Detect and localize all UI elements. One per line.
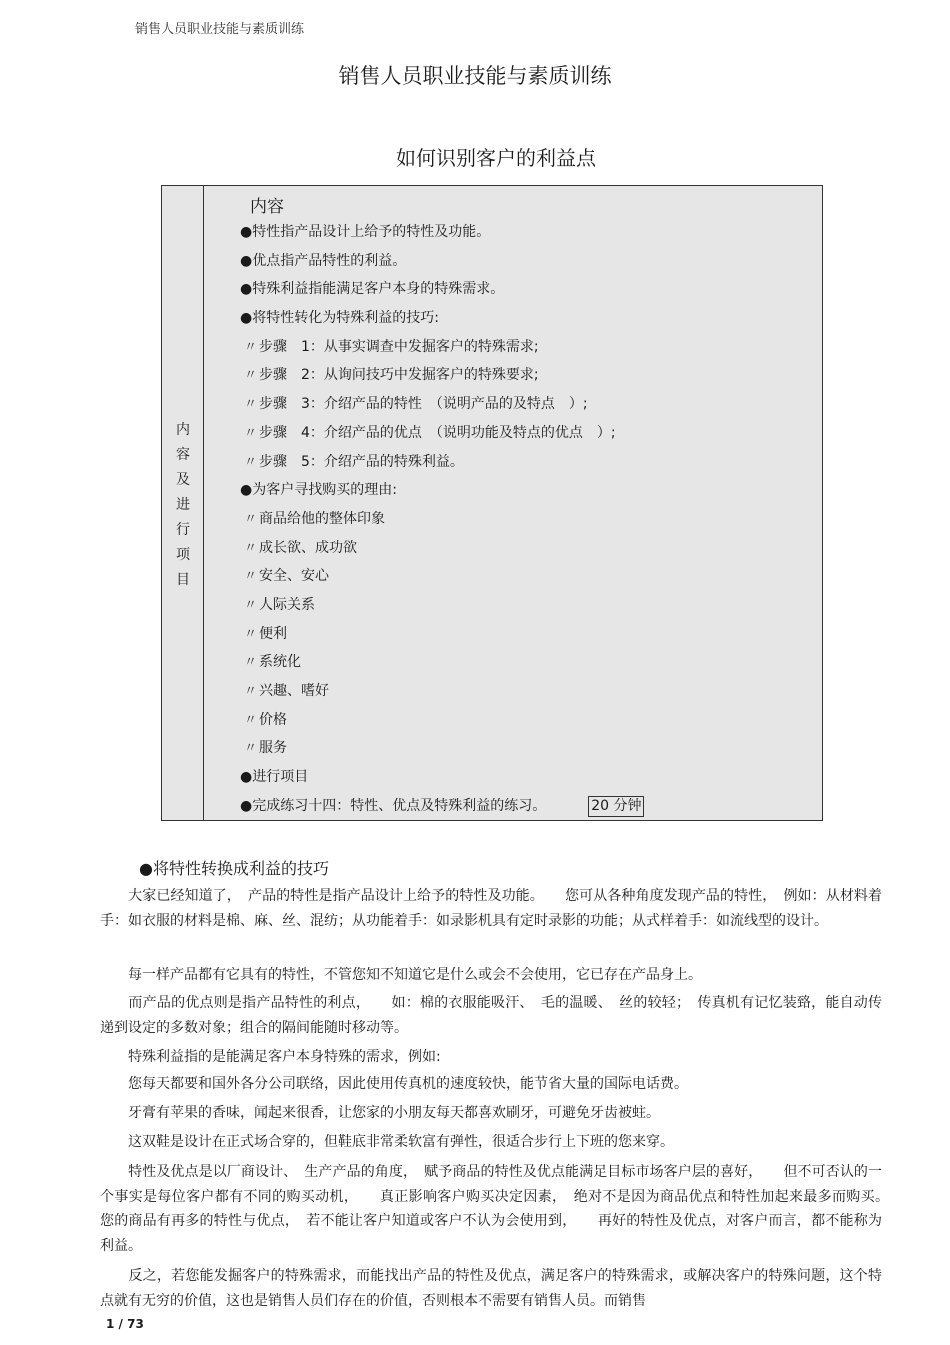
- body-paragraph: 这双鞋是设计在正式场合穿的，但鞋底非常柔软富有弹性，很适合步行上下班的您来穿。: [100, 1134, 674, 1150]
- bullet-mark: ●: [240, 252, 253, 269]
- section-title: 如何识别客户的利益点: [396, 146, 596, 170]
- sub-item: [240, 677, 644, 706]
- content-list: [240, 218, 644, 820]
- ditto-mark: 〃: [244, 368, 258, 384]
- body-paragraph: 特殊利益指的是能满足客户本身特殊的需求，例如:: [100, 1049, 441, 1065]
- sub-item: [240, 333, 644, 362]
- ditto-mark: 〃: [244, 425, 258, 441]
- ditto-mark: 〃: [244, 454, 258, 470]
- ditto-mark: 〃: [244, 626, 258, 642]
- item-text: 安全、安心: [259, 568, 330, 585]
- sub-item: [240, 390, 644, 419]
- ditto-mark: 〃: [244, 655, 258, 671]
- ditto-mark: 〃: [244, 712, 258, 728]
- item-text: 人际关系: [259, 596, 316, 613]
- side-label-char: 项: [176, 547, 190, 563]
- bullet-mark: ●: [240, 281, 253, 298]
- side-label-char: 内: [176, 422, 190, 438]
- bullet-item: [240, 763, 644, 792]
- side-label-char: 目: [176, 572, 190, 588]
- sub-item: [240, 419, 644, 448]
- sub-item: [240, 591, 644, 620]
- item-text: 价格: [259, 711, 288, 728]
- time-badge: 20 分钟: [588, 796, 644, 817]
- side-label-char: 容: [176, 447, 190, 463]
- sub-item: [240, 562, 644, 591]
- body-paragraph: 您每天都要和国外各分公司联络，因此使用传真机的速度较快，能节省大量的国际电话费。: [100, 1076, 688, 1092]
- side-label-char: 及: [176, 472, 190, 488]
- page-number: 1 / 73: [106, 1317, 144, 1331]
- side-label-char: 进: [176, 497, 190, 513]
- item-text: 为客户寻找购买的理由:: [252, 482, 397, 499]
- body-paragraph: 而产品的优点则是指产品特性的利点， 如：棉的衣服能吸汗、 毛的温暖、 丝的较轻； 传真机有记忆装臵，能自动传递到设定的多数对象；组合的隔间能随时移动等。: [100, 995, 882, 1036]
- item-text: 特性指产品设计上给予的特性及功能。: [252, 224, 491, 240]
- item-text: 步骤 4：介绍产品的优点 （说明功能及特点的优点 ）;: [259, 424, 616, 441]
- side-label-char: 行: [176, 522, 190, 538]
- sub-item: [240, 361, 644, 390]
- side-label: [162, 418, 204, 593]
- item-text: 优点指产品特性的利益。: [252, 252, 407, 269]
- bullet-item: [240, 218, 644, 247]
- body-paragraph: 牙膏有苹果的香味，闻起来很香，让您家的小朋友每天都喜欢刷牙，可避免牙齿被蛀。: [100, 1105, 660, 1121]
- item-text: 步骤 1：从事实调查中发掘客户的特殊需求;: [259, 338, 539, 355]
- item-text: 特殊利益指能满足客户本身的特殊需求。: [252, 281, 505, 298]
- content-box: [161, 185, 823, 821]
- bullet-mark: ●: [240, 797, 253, 814]
- side-column: [162, 186, 204, 820]
- bullet-mark: ●: [240, 310, 253, 327]
- sub-item: [240, 648, 644, 677]
- item-text: 步骤 2：从询问技巧中发掘客户的特殊要求;: [259, 367, 539, 384]
- ditto-mark: 〃: [244, 741, 258, 757]
- running-header: 销售人员职业技能与素质训练: [135, 22, 305, 37]
- bullet-mark: ●: [240, 482, 253, 499]
- bullet-item: [240, 792, 644, 821]
- bullet-mark: ●: [240, 769, 253, 786]
- item-text: 将特性转化为特殊利益的技巧:: [252, 310, 439, 327]
- sub-item: [240, 706, 644, 735]
- box-heading: 内容: [250, 197, 284, 217]
- sub-item: [240, 505, 644, 534]
- item-text: 步骤 5：介绍产品的特殊利益。: [259, 453, 464, 470]
- bullet-item: [240, 247, 644, 276]
- bullet-item: [240, 476, 644, 505]
- item-text: 便利: [259, 625, 288, 642]
- ditto-mark: 〃: [244, 511, 258, 527]
- item-text: 成长欲、成功欲: [259, 539, 358, 556]
- bullet-item: [240, 304, 644, 333]
- document-title: 销售人员职业技能与素质训练: [338, 64, 612, 88]
- body-paragraph: 每一样产品都有它具有的特性，不管您知不知道它是什么或会不会使用，它已存在产品身上。: [100, 967, 702, 983]
- sub-item: [240, 448, 644, 477]
- sub-item: [240, 734, 644, 763]
- ditto-mark: 〃: [244, 597, 258, 613]
- ditto-mark: 〃: [244, 397, 258, 413]
- bullet-mark: ●: [240, 224, 253, 240]
- item-text: 进行项目: [252, 769, 309, 786]
- item-text: 系统化: [259, 654, 302, 671]
- body-paragraph: 特性及优点是以厂商设计、 生产产品的角度， 赋予商品的特性及优点能满足目标市场客户层的喜好， 但不可否认的一个事实是每位客户都有不同的购买动机， 真正影响客户购买决定因素， 绝对不是因为商品优点和特性加起来最多而购买。 您的商品有再多的特性与优点， 若不能让客户知道或客户不认为会使用到， 再好的特性及优点，对客户而言，都不能称为利益。: [100, 1164, 896, 1254]
- item-text: 兴趣、嗜好: [259, 683, 330, 699]
- ditto-mark: 〃: [244, 339, 258, 355]
- item-text: 步骤 3：介绍产品的特性 （说明产品的及特点 ）;: [259, 396, 588, 413]
- body-paragraph: 反之，若您能发掘客户的特殊需求，而能找出产品的特性及优点，满足客户的特殊需求，或解决客户的特殊问题，这个特点就有无穷的价值，这也是销售人员们存在的价值，否则根本不需要有销售人员。而销售: [100, 1268, 882, 1309]
- sub-item: [240, 620, 644, 649]
- ditto-mark: 〃: [244, 569, 258, 585]
- body-paragraph: 大家已经知道了， 产品的特性是指产品设计上给予的特性及功能。 您可从各种角度发现产品的特性， 例如：从材料着手：如衣服的材料是棉、麻、丝、混纺；从功能着手：如录影机具有定时录影的功能；从式样着手：如流线型的设计。: [100, 888, 882, 929]
- item-text: 商品给他的整体印象: [259, 510, 386, 527]
- ditto-mark: 〃: [244, 540, 258, 556]
- ditto-mark: 〃: [244, 684, 258, 699]
- body-heading: ●将特性转换成利益的技巧: [139, 859, 329, 878]
- bullet-item: [240, 275, 644, 304]
- item-text: 服务: [259, 740, 288, 757]
- sub-item: [240, 534, 644, 563]
- item-text: 完成练习十四：特性、优点及特殊利益的练习。: [252, 797, 547, 814]
